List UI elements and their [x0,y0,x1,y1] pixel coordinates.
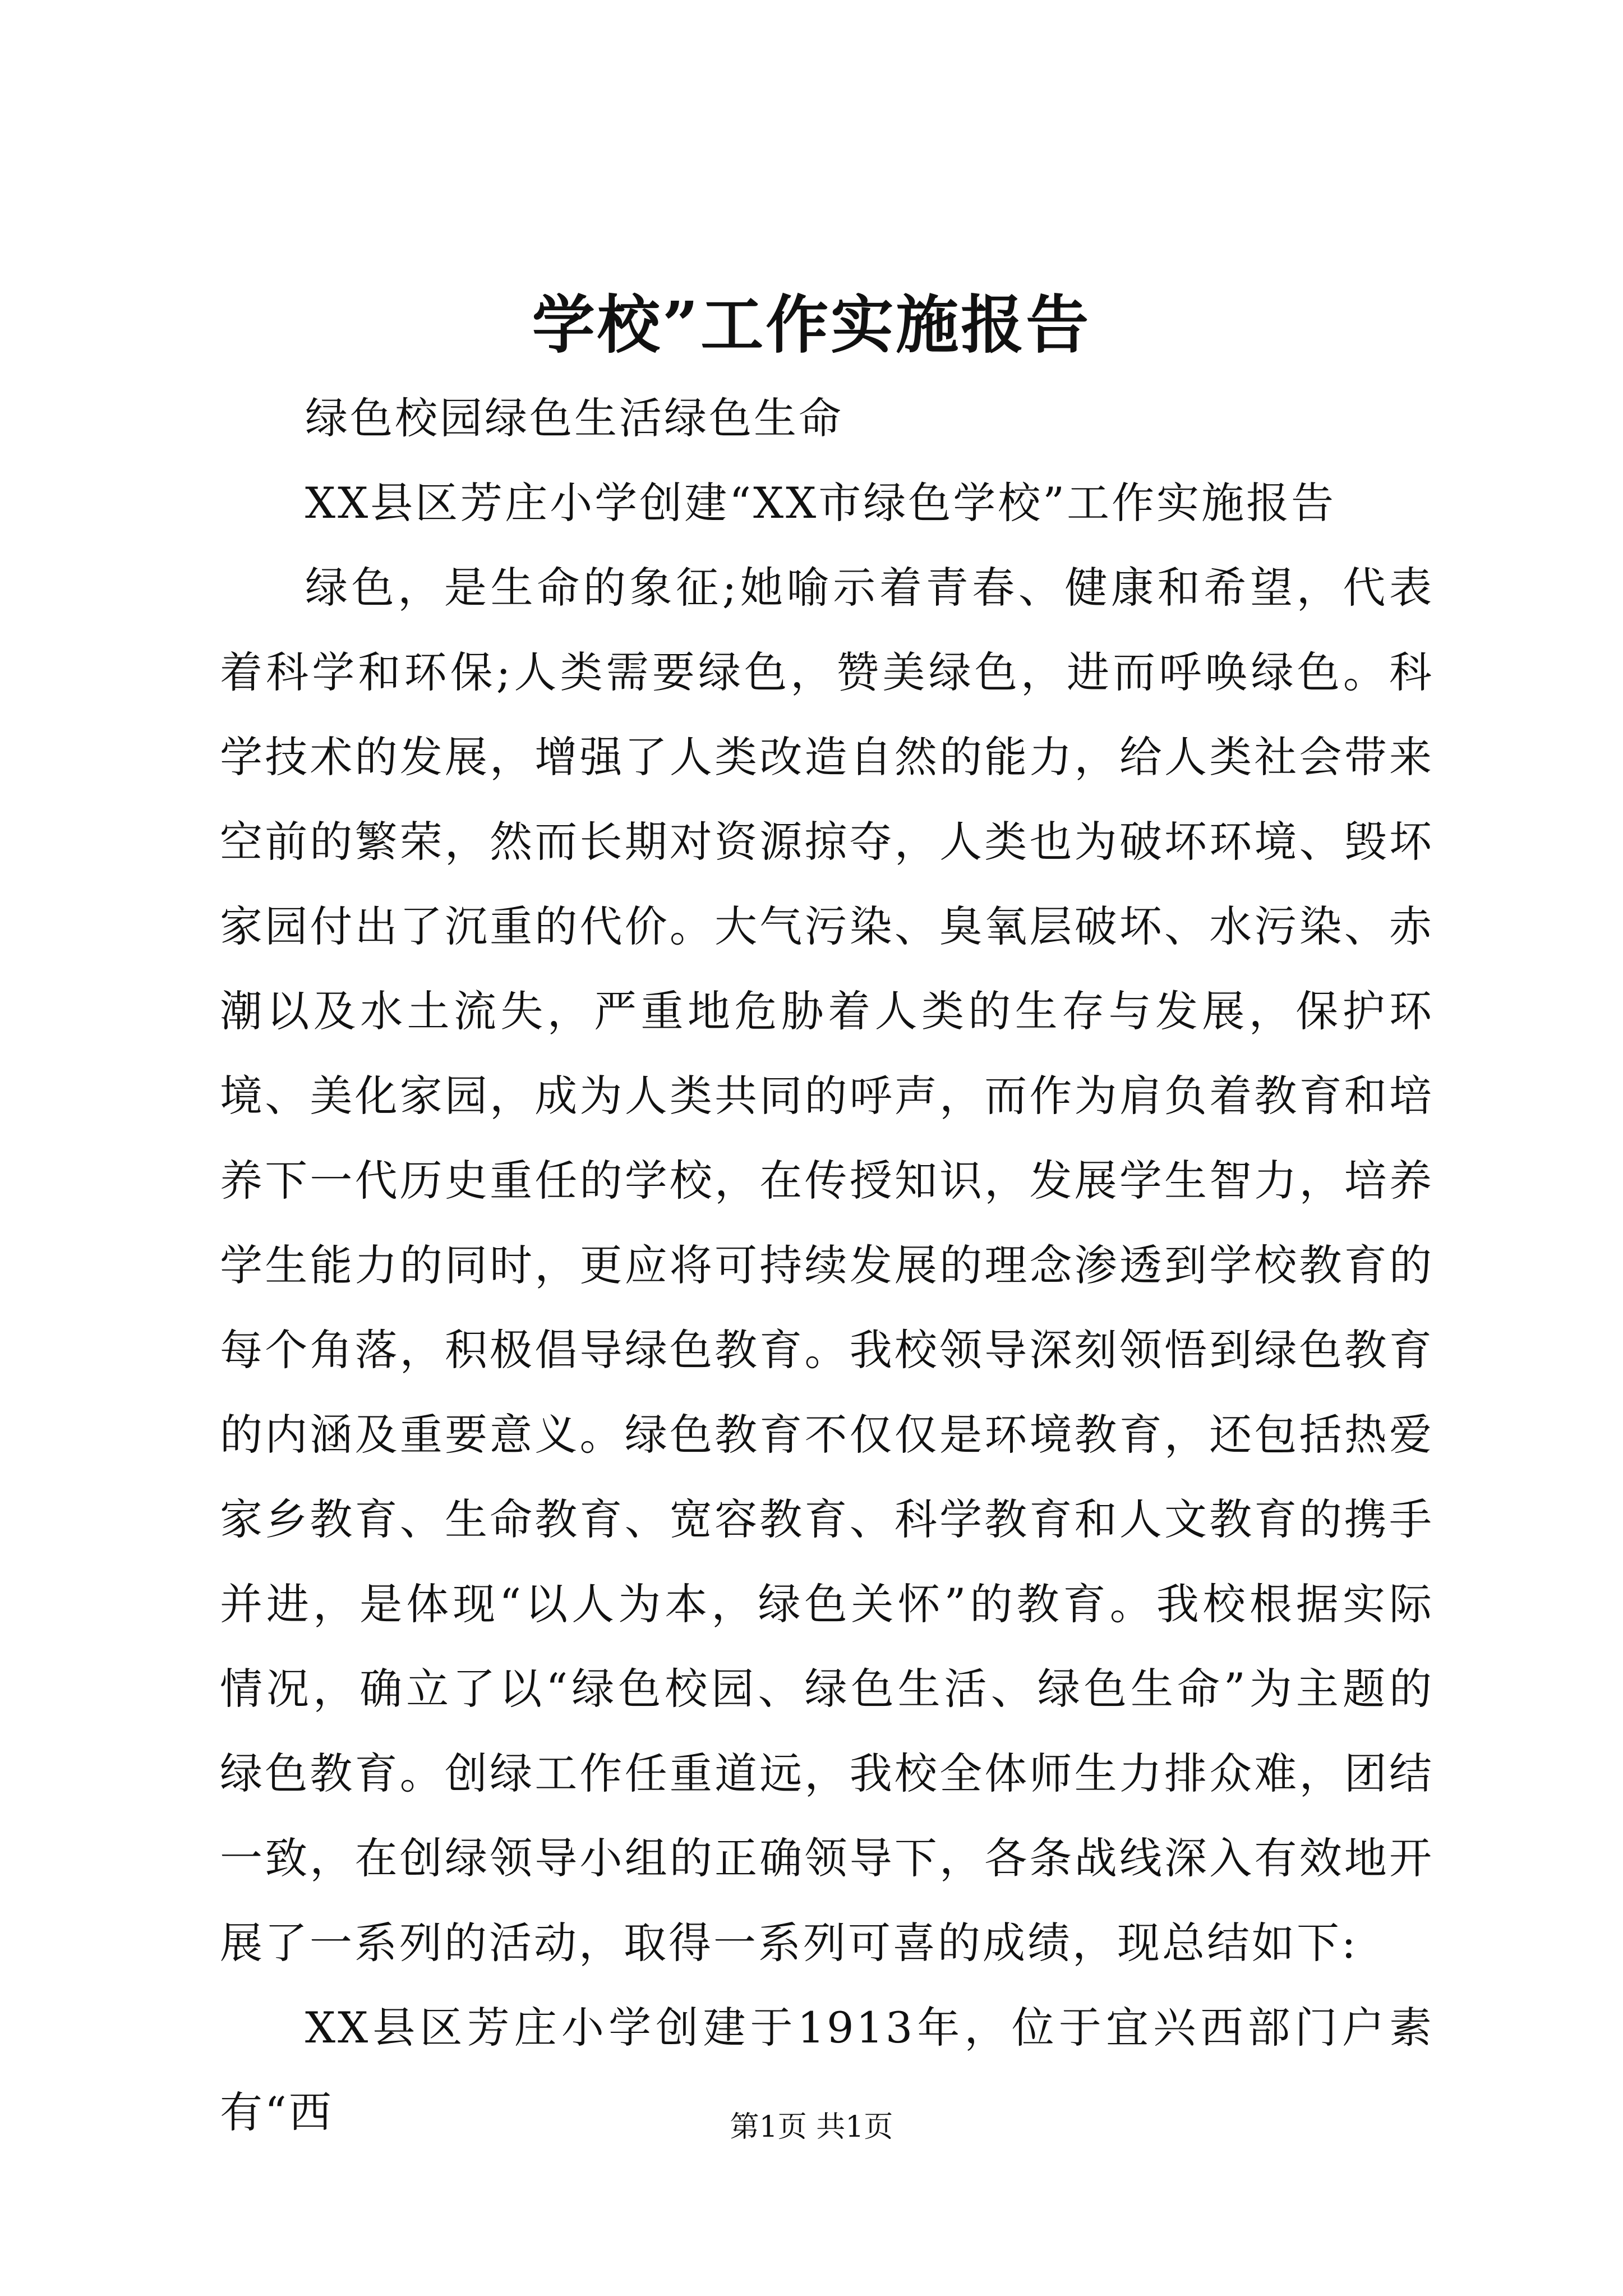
body-paragraph: 绿色，是生命的象征;她喻示着青春、健康和希望，代表着科学和环保;人类需要绿色，赞美绿色，进而呼唤绿色。科学技术的发展，增强了人类改造自然的能力，给人类社会带来空前的繁荣，然而长期对资源掠夺，人类也为破坏环境、毁坏家园付出了沉重的代价。大气污染、臭氧层破坏、水污染、赤潮以及水土流失，严重地危胁着人类的生存与发展，保护环境、美化家园，成为人类共同的呼声，而作为肩负着教育和培养下一代历史重任的学校，在传授知识，发展学生智力，培养学生能力的同时，更应将可持续发展的理念渗透到学校教育的每个角落，积极倡导绿色教育。我校领导深刻领悟到绿色教育的内涵及重要意义。绿色教育不仅仅是环境教育，还包括热爱家乡教育、生命教育、宽容教育、科学教育和人文教育的携手并进，是体现“以人为本，绿色关怀”的教育。我校根据实际情况，确立了以“绿色校园、绿色生活、绿色生命”为主题的绿色教育。创绿工作任重道远，我校全体师生力排众难，团结一致，在创绿领导小组的正确领导下，各条战线深入有效地开展了一系列的活动，取得一系列可喜的成绩，现总结如下: [220,563,1434,1968]
body-paragraph: XX县区芳庄小学创建于1913年，位于宜兴西部门户素有“西 [220,2003,1434,2137]
report-heading-paragraph: XX县区芳庄小学创建“XX市绿色学校”工作实施报告 [305,478,1336,528]
subtitle-paragraph: 绿色校园绿色生活绿色生命 [305,393,843,443]
document-body [220,376,1434,2155]
page-footer: 第1页 共1页 [730,2110,893,2144]
document-title: 学校”工作实施报告 [532,288,1091,362]
